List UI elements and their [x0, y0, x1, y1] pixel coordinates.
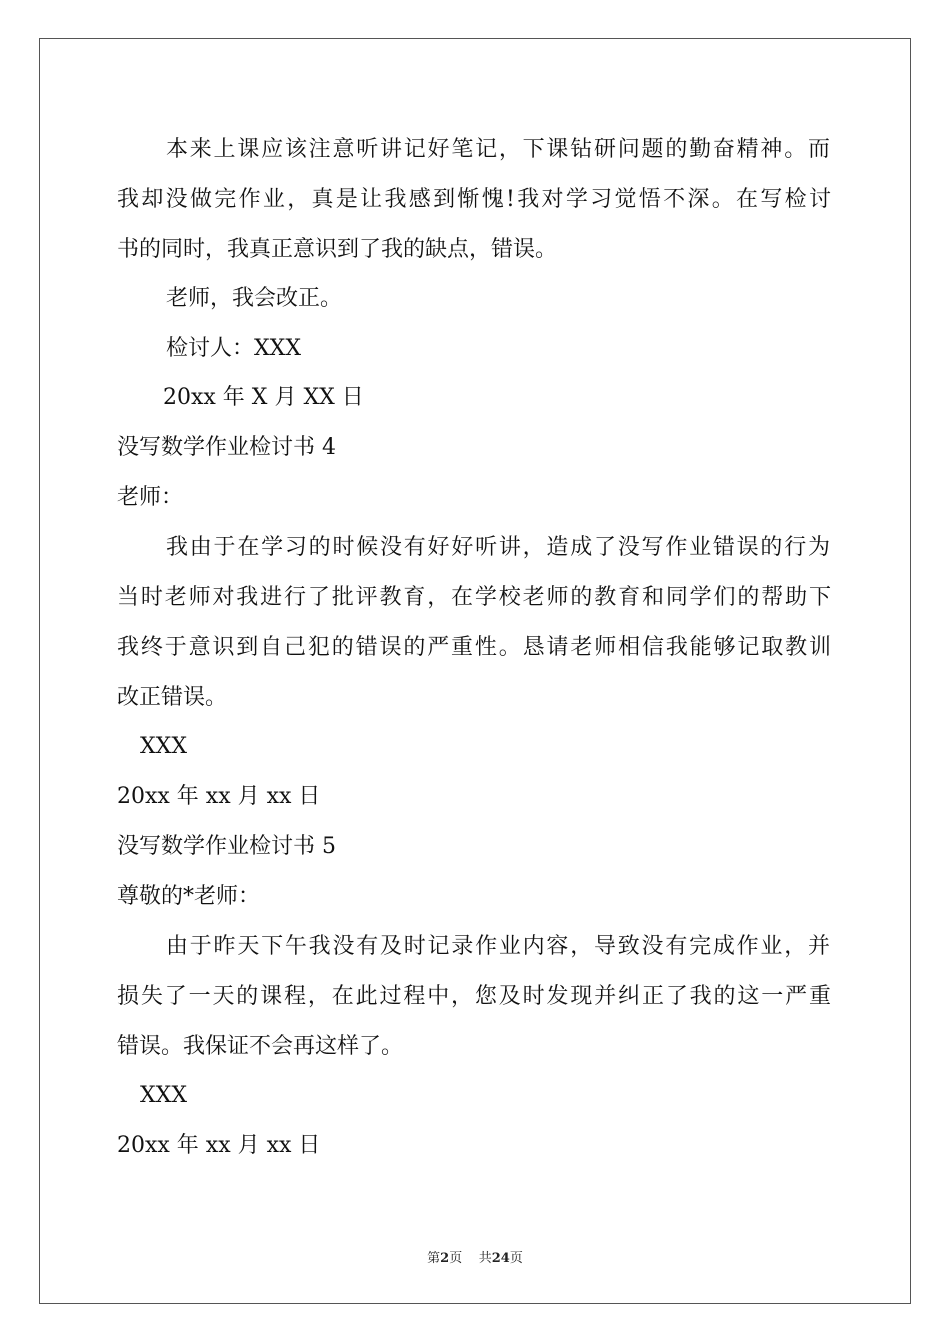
date-line: 20xx 年 xx 月 xx 日	[117, 784, 321, 809]
section-title: 没写数学作业检讨书 4	[117, 435, 336, 460]
salutation: 尊敬的*老师：	[117, 884, 261, 909]
paragraph-line: 我却没做完作业，真是让我感到惭愧!我对学习觉悟不深。在写检讨	[117, 187, 831, 212]
page-number: 2	[440, 1251, 450, 1266]
signature-line: XXX	[140, 1083, 187, 1108]
paragraph-line: 改正错误。	[117, 685, 228, 710]
signature-line: 检讨人：XXX	[166, 336, 301, 361]
paragraph-line: 我由于在学习的时候没有好好听讲，造成了没写作业错误的行为	[166, 535, 830, 560]
paragraph-line: 错误。我保证不会再这样了。	[117, 1034, 404, 1059]
total-pages: 24	[491, 1251, 510, 1266]
total-prefix: 共	[478, 1251, 492, 1266]
total-suffix: 页	[509, 1251, 523, 1266]
signature-line: XXX	[140, 734, 187, 759]
page-border	[39, 38, 911, 1304]
paragraph-line: 书的同时，我真正意识到了我的缺点，错误。	[117, 237, 558, 262]
page-prefix: 第	[427, 1251, 441, 1266]
paragraph-line: 损失了一天的课程，在此过程中，您及时发现并纠正了我的这一严重	[117, 984, 831, 1009]
closing-line: 老师，我会改正。	[166, 286, 343, 311]
page-suffix: 页	[449, 1251, 463, 1266]
paragraph-line: 本来上课应该注意听讲记好笔记，下课钻研问题的勤奋精神。而	[166, 137, 830, 162]
paragraph-line: 由于昨天下午我没有及时记录作业内容，导致没有完成作业，并	[166, 934, 830, 959]
date-line: 20xx 年 X 月 XX 日	[163, 385, 364, 410]
page-footer	[0, 1247, 950, 1266]
salutation: 老师：	[117, 485, 184, 510]
date-line: 20xx 年 xx 月 xx 日	[117, 1133, 321, 1158]
section-title: 没写数学作业检讨书 5	[117, 834, 336, 859]
paragraph-line: 当时老师对我进行了批评教育，在学校老师的教育和同学们的帮助下	[117, 585, 831, 610]
paragraph-line: 我终于意识到自己犯的错误的严重性。恳请老师相信我能够记取教训	[117, 635, 831, 660]
